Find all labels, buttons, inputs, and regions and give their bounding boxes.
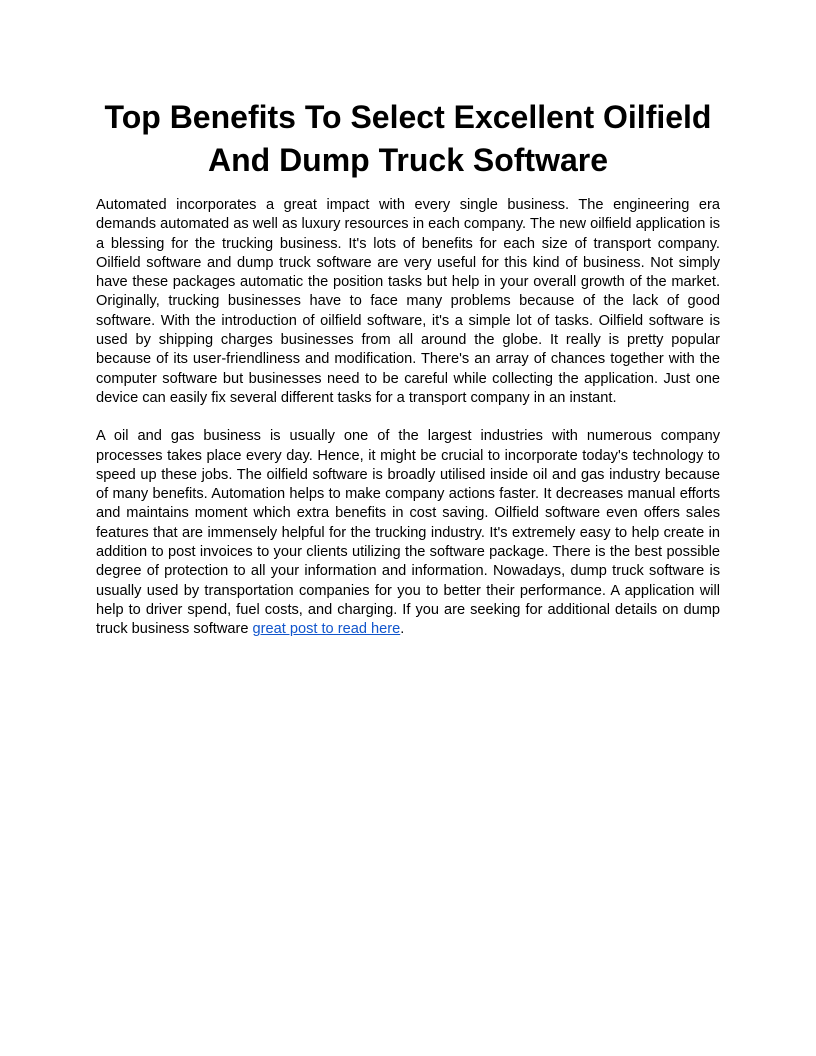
- paragraph-2: [96, 427, 720, 639]
- document-page: [96, 96, 720, 659]
- paragraph-2-trailing: .: [400, 621, 405, 638]
- paragraph-1: [96, 196, 720, 408]
- paragraph-1-text: Automated incorporates a great impact with every single business. The engineering era demands automated as well as luxury resources in each company. The new oilfield application is a blessing for the trucking business. It's lots of benefits for each size of transport company. Oilfield software and dump truck software are very useful for this kind of business. Not simply have these packages automatic the position tasks but help in your overall growth of the market. Originally, trucking businesses have to face many problems because of the lack of good software. With the introduction of oilfield software, it's a simple lot of tasks. Oilfield software is used by shipping charges businesses from all around the globe. It really is pretty popular because of its user-friendliness and modification. There's an array of chances together with the computer software but businesses need to be careful while collecting the application. Just one device can easily fix several different tasks for a transport company in an instant.: [96, 197, 720, 406]
- paragraph-2-text: A oil and gas business is usually one of the largest industries with numerous company processes takes place every day. Hence, it might be crucial to incorporate today's technology to speed up these jobs. The oilfield software is broadly utilised inside oil and gas industry because of many benefits. Automation helps to make company actions faster. It decreases manual efforts and maintains moment which extra benefits in cost saving. Oilfield software even offers sales features that are immensely helpful for the trucking industry. It's extremely easy to help create in addition to post invoices to your clients utilizing the software package. There is the best possible degree of protection to all your information and information. Nowadays, dump truck software is usually used by transportation companies for you to better their performance. A application will help to driver spend, fuel costs, and charging. If you are seeking for additional details on dump truck business software: [96, 428, 720, 638]
- document-title: Top Benefits To Select Excellent Oilfield And Dump Truck Software: [104, 99, 712, 178]
- read-more-link[interactable]: great post to read here: [252, 621, 401, 638]
